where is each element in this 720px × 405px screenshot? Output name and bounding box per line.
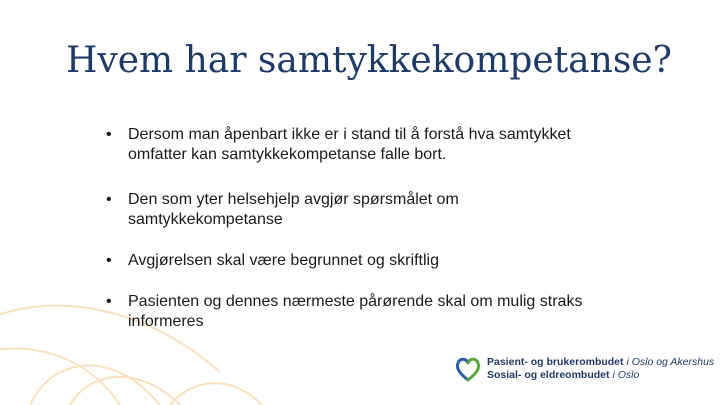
bullet-marker: • [106,293,112,310]
heart-logo-icon [455,356,481,382]
logo-line-1-main: Pasient- og brukerombudet [487,356,624,368]
logo-text [487,356,714,382]
logo-line-2-sub: i Oslo [612,369,640,381]
bullet-marker: • [106,191,112,208]
logo-line-1-sub: i Oslo og Akershus [626,356,715,368]
logo-line-2-main: Sosial- og eldreombudet [487,369,610,381]
bullet-marker: • [106,126,112,143]
bullet-item [106,125,606,165]
logo-line-2 [487,369,714,382]
bullet-item [106,292,606,332]
bullet-marker: • [106,252,112,269]
slide-title: Hvem har samtykkekompetanse? [66,40,672,81]
bullet-item [106,251,606,271]
bullet-text: Den som yter helsehjelp avgjør spørsmålet om samtykkekompetanse [128,191,459,228]
bullet-item [106,190,606,230]
bullet-text: Avgjørelsen skal være begrunnet og skriftlig [128,252,439,269]
bullet-text: Pasienten og dennes nærmeste pårørende skal om mulig straks informeres [128,293,583,330]
logo-line-1 [487,356,714,369]
bullet-list [106,125,606,332]
ombud-logo [455,356,714,382]
bullet-text: Dersom man åpenbart ikke er i stand til å forstå hva samtykket omfatter kan samtykkekompetanse falle bort. [128,126,571,163]
